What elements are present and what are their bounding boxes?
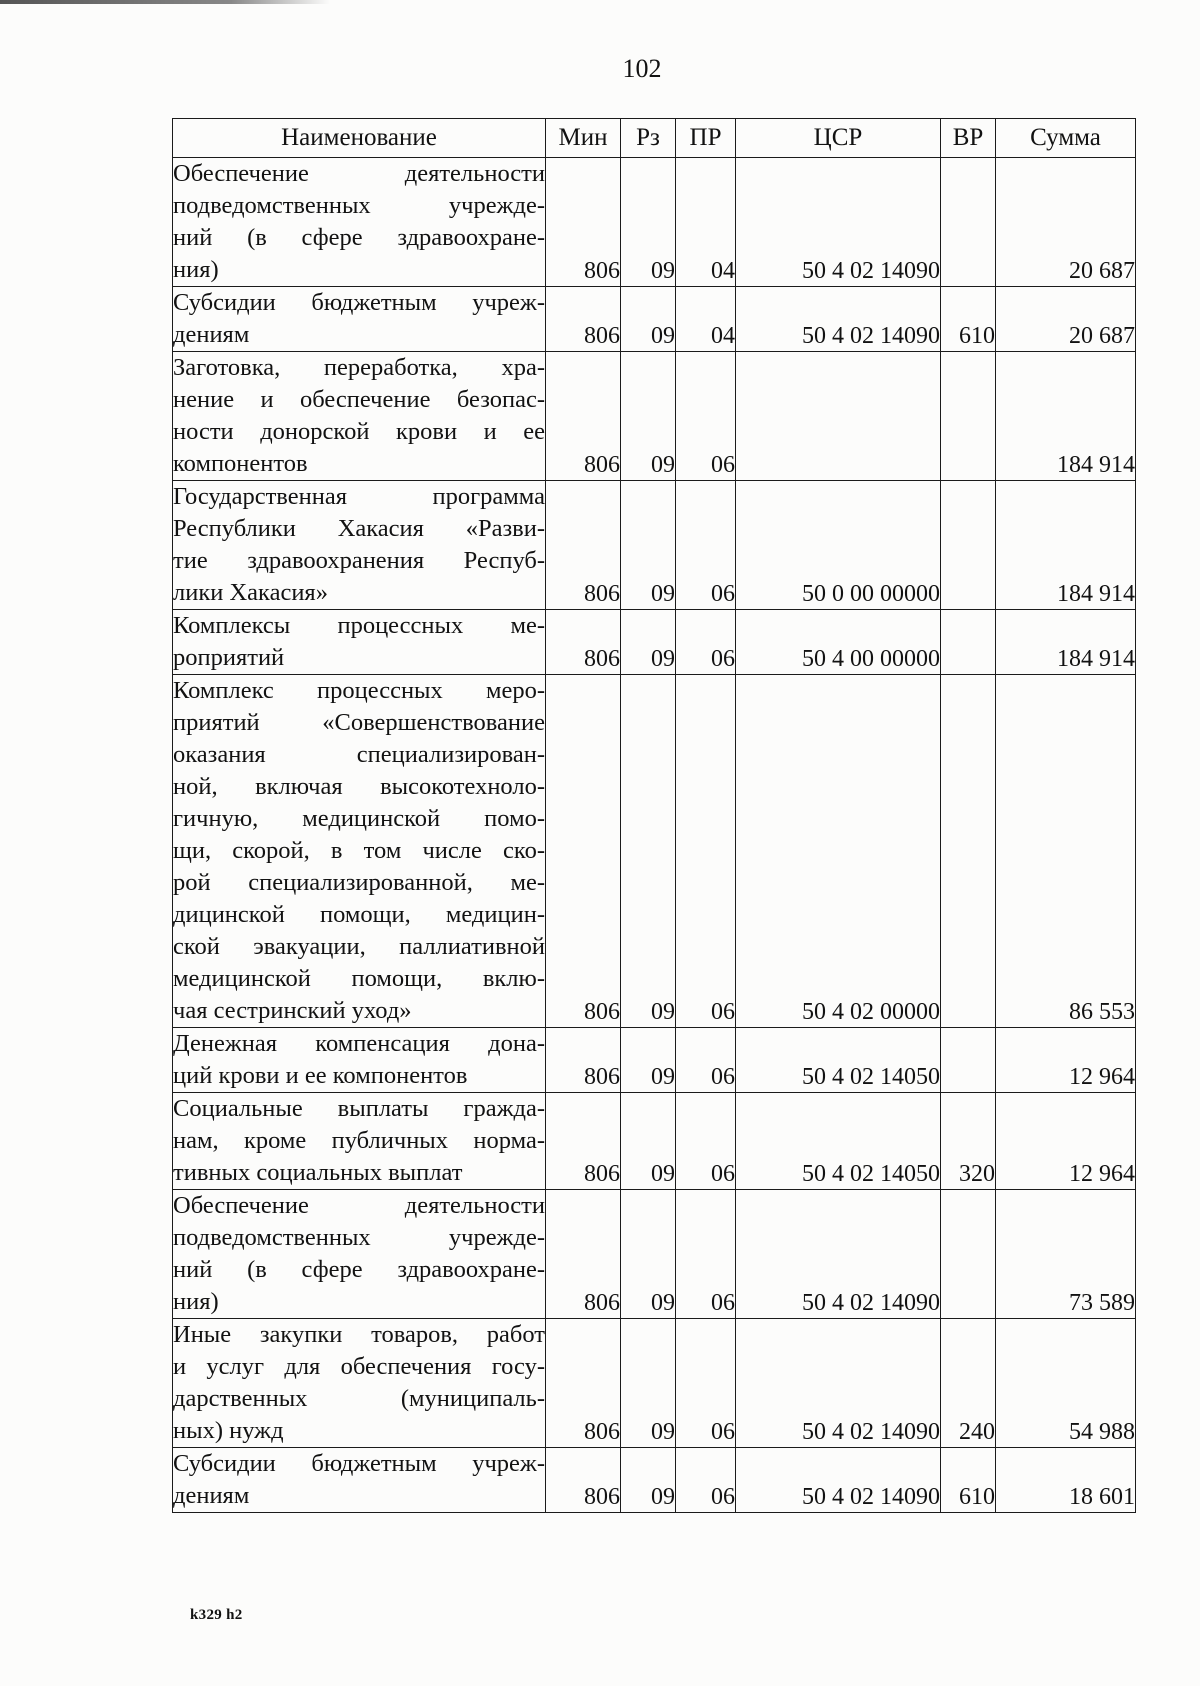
budget-table <box>172 118 1136 1513</box>
name-line: ных) нужд <box>173 1417 284 1444</box>
name-line: чая сестринский уход» <box>173 997 412 1024</box>
name-line: дениям <box>173 321 250 348</box>
header-vr: ВР <box>941 119 996 158</box>
cell-sum: 184 914 <box>996 610 1136 675</box>
header-csr: ЦСР <box>736 119 941 158</box>
name-line: ния) <box>173 256 219 283</box>
table-row <box>173 352 1136 481</box>
name-line: подведомственных учрежде- <box>173 1224 545 1251</box>
name-line: Государственная программа <box>173 483 545 510</box>
cell-sum: 54 988 <box>996 1319 1136 1448</box>
cell-csr: 50 4 02 14090 <box>736 1319 941 1448</box>
cell-sum: 184 914 <box>996 352 1136 481</box>
cell-sum: 20 687 <box>996 158 1136 287</box>
name-line: ния) <box>173 1288 219 1315</box>
table-row <box>173 1028 1136 1093</box>
cell-min: 806 <box>546 158 621 287</box>
name-line: компонентов <box>173 450 308 477</box>
cell-rz: 09 <box>621 352 676 481</box>
table-body <box>173 158 1136 1513</box>
cell-vr <box>941 1190 996 1319</box>
table-row <box>173 1319 1136 1448</box>
cell-name <box>173 1093 546 1190</box>
cell-pr: 06 <box>676 1319 736 1448</box>
cell-rz: 09 <box>621 610 676 675</box>
cell-vr: 240 <box>941 1319 996 1448</box>
header-row <box>173 119 1136 158</box>
cell-name <box>173 1448 546 1513</box>
cell-vr <box>941 158 996 287</box>
header-min: Мин <box>546 119 621 158</box>
header-name: Наименование <box>173 119 546 158</box>
cell-name <box>173 287 546 352</box>
table-row <box>173 675 1136 1028</box>
table-row <box>173 610 1136 675</box>
cell-vr <box>941 352 996 481</box>
header-rz: Рз <box>621 119 676 158</box>
name-line: дениям <box>173 1482 250 1509</box>
name-line: роприятий <box>173 644 285 671</box>
cell-name <box>173 675 546 1028</box>
cell-vr <box>941 1028 996 1093</box>
name-line: Субсидии бюджетным учреж- <box>173 289 545 316</box>
cell-rz: 09 <box>621 1448 676 1513</box>
cell-csr: 50 4 00 00000 <box>736 610 941 675</box>
cell-min: 806 <box>546 1190 621 1319</box>
name-line: и услуг для обеспечения госу- <box>173 1353 545 1380</box>
cell-sum: 73 589 <box>996 1190 1136 1319</box>
cell-name <box>173 1190 546 1319</box>
name-line: оказания специализирован- <box>173 741 545 768</box>
cell-min: 806 <box>546 1028 621 1093</box>
cell-sum: 12 964 <box>996 1093 1136 1190</box>
name-line: тивных социальных выплат <box>173 1159 463 1186</box>
cell-name <box>173 1319 546 1448</box>
cell-csr: 50 4 02 14050 <box>736 1093 941 1190</box>
cell-pr: 06 <box>676 1028 736 1093</box>
cell-min: 806 <box>546 1448 621 1513</box>
cell-vr: 320 <box>941 1093 996 1190</box>
name-line: ности донорской крови и ее <box>173 418 545 445</box>
cell-sum: 184 914 <box>996 481 1136 610</box>
name-line: Комплекс процессных меро- <box>173 677 545 704</box>
page-number: 102 <box>622 54 662 83</box>
cell-csr: 50 4 02 14050 <box>736 1028 941 1093</box>
name-line: гичную, медицинской помо- <box>173 805 545 832</box>
footer-code: k329 h2 <box>190 1607 243 1623</box>
header-sum: Сумма <box>996 119 1136 158</box>
cell-vr: 610 <box>941 1448 996 1513</box>
name-line: подведомственных учрежде- <box>173 192 545 219</box>
header-pr: ПР <box>676 119 736 158</box>
cell-name <box>173 158 546 287</box>
table-row <box>173 287 1136 352</box>
name-line: нение и обеспечение безопас- <box>173 386 545 413</box>
cell-min: 806 <box>546 1093 621 1190</box>
name-line: Денежная компенсация дона- <box>173 1030 545 1057</box>
name-line: Обеспечение деятельности <box>173 160 545 187</box>
cell-min: 806 <box>546 610 621 675</box>
name-line: медицинской помощи, вклю- <box>173 965 545 992</box>
cell-pr: 06 <box>676 610 736 675</box>
table-header <box>173 119 1136 158</box>
cell-vr <box>941 675 996 1028</box>
name-line: дицинской помощи, медицин- <box>173 901 545 928</box>
cell-min: 806 <box>546 481 621 610</box>
cell-csr: 50 4 02 14090 <box>736 1448 941 1513</box>
name-line: Комплексы процессных ме- <box>173 612 545 639</box>
cell-vr <box>941 481 996 610</box>
cell-sum: 12 964 <box>996 1028 1136 1093</box>
name-line: ний (в сфере здравоохране- <box>173 224 545 251</box>
cell-rz: 09 <box>621 1190 676 1319</box>
cell-vr <box>941 610 996 675</box>
name-line: тие здравоохранения Респуб- <box>173 547 545 574</box>
name-line: Заготовка, переработка, хра- <box>173 354 545 381</box>
cell-rz: 09 <box>621 287 676 352</box>
cell-vr: 610 <box>941 287 996 352</box>
cell-pr: 06 <box>676 481 736 610</box>
cell-pr: 06 <box>676 675 736 1028</box>
cell-csr: 50 0 00 00000 <box>736 481 941 610</box>
cell-name <box>173 352 546 481</box>
cell-rz: 09 <box>621 1093 676 1190</box>
table-row <box>173 1190 1136 1319</box>
name-line: ной, включая высокотехноло- <box>173 773 545 800</box>
name-line: приятий «Совершенствование <box>173 709 545 736</box>
cell-pr: 06 <box>676 1448 736 1513</box>
cell-csr: 50 4 02 14090 <box>736 287 941 352</box>
cell-min: 806 <box>546 675 621 1028</box>
name-line: Обеспечение деятельности <box>173 1192 545 1219</box>
cell-rz: 09 <box>621 675 676 1028</box>
table-row <box>173 158 1136 287</box>
cell-csr: 50 4 02 14090 <box>736 158 941 287</box>
name-line: ской эвакуации, паллиативной <box>173 933 545 960</box>
table-row <box>173 1448 1136 1513</box>
cell-pr: 04 <box>676 287 736 352</box>
name-line: дарственных (муниципаль- <box>173 1385 545 1412</box>
name-line: ций крови и ее компонентов <box>173 1062 468 1089</box>
name-line: нам, кроме публичных норма- <box>173 1127 545 1154</box>
cell-sum: 18 601 <box>996 1448 1136 1513</box>
cell-pr: 06 <box>676 1093 736 1190</box>
cell-name <box>173 481 546 610</box>
cell-csr <box>736 352 941 481</box>
cell-min: 806 <box>546 1319 621 1448</box>
scan-edge-artifact <box>0 0 330 4</box>
cell-min: 806 <box>546 287 621 352</box>
name-line: Социальные выплаты гражда- <box>173 1095 545 1122</box>
table-row <box>173 1093 1136 1190</box>
cell-pr: 04 <box>676 158 736 287</box>
name-line: лики Хакасия» <box>173 579 328 606</box>
name-line: Республики Хакасия «Разви- <box>173 515 545 542</box>
cell-rz: 09 <box>621 158 676 287</box>
name-line: рой специализированной, ме- <box>173 869 545 896</box>
name-line: Субсидии бюджетным учреж- <box>173 1450 545 1477</box>
cell-rz: 09 <box>621 1319 676 1448</box>
name-line: щи, скорой, в том числе ско- <box>173 837 545 864</box>
cell-rz: 09 <box>621 481 676 610</box>
cell-csr: 50 4 02 00000 <box>736 675 941 1028</box>
name-line: ний (в сфере здравоохране- <box>173 1256 545 1283</box>
cell-pr: 06 <box>676 352 736 481</box>
table-row <box>173 481 1136 610</box>
cell-min: 806 <box>546 352 621 481</box>
cell-sum: 86 553 <box>996 675 1136 1028</box>
cell-rz: 09 <box>621 1028 676 1093</box>
cell-name <box>173 610 546 675</box>
cell-csr: 50 4 02 14090 <box>736 1190 941 1319</box>
name-line: Иные закупки товаров, работ <box>173 1321 545 1348</box>
cell-sum: 20 687 <box>996 287 1136 352</box>
cell-pr: 06 <box>676 1190 736 1319</box>
cell-name <box>173 1028 546 1093</box>
